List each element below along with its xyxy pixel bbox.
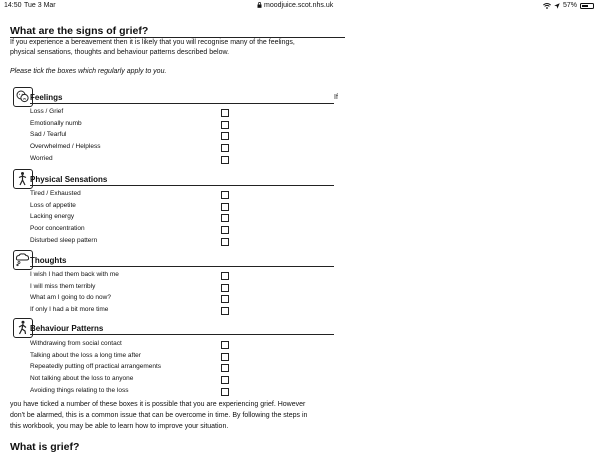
checkbox-behaviour-patterns-4[interactable] <box>221 376 229 384</box>
checkbox-feelings-4[interactable] <box>221 144 229 152</box>
checklist-item-label: I will miss them terribly <box>30 282 96 290</box>
checklist-item-label: Loss of appetite <box>30 201 76 209</box>
checklist-item-label: Emotionally numb <box>30 119 82 127</box>
conclusion-line-3: this workbook, you may be able to learn how to improve your situation. <box>10 423 229 430</box>
section-rule-physical-sensations <box>30 185 334 186</box>
section-rule-feelings <box>30 103 334 104</box>
checklist-item-label: Poor concentration <box>30 225 85 233</box>
checkbox-feelings-1[interactable] <box>221 109 229 117</box>
intro-line-1: If you experience a bereavement then it is likely that you will recognise many of the feelings, <box>10 39 295 46</box>
section-title-physical-sensations: Physical Sensations <box>30 175 108 184</box>
checkbox-behaviour-patterns-3[interactable] <box>221 364 229 372</box>
checklist-item-label: Worried <box>30 154 53 162</box>
conclusion-line-2: don't be alarmed, this is a common issue that can be overcome in time. By following the steps in <box>10 412 308 419</box>
status-date: Tue 3 Mar <box>24 2 56 9</box>
checklist-item-label: What am I going to do now? <box>30 294 111 302</box>
checkbox-physical-sensations-3[interactable] <box>221 214 229 222</box>
checklist-item-label: If only I had a bit more time <box>30 306 109 314</box>
checkbox-physical-sensations-5[interactable] <box>221 238 229 246</box>
checklist-item-label: Tired / Exhausted <box>30 190 81 197</box>
checklist-item-label: Talking about the loss a long time after <box>30 351 141 359</box>
checkbox-physical-sensations-1[interactable] <box>221 191 229 199</box>
battery-percent: 57% <box>562 2 577 9</box>
checkbox-thoughts-2[interactable] <box>221 284 229 292</box>
checklist-item-label: I wish I had them back with me <box>30 271 119 278</box>
feelings-trailing-text: If <box>334 94 338 101</box>
instruction-text: Please tick the boxes which regularly apply to you. <box>10 68 167 75</box>
checklist-item-label: Sad / Tearful <box>30 131 67 139</box>
status-time: 14:50 <box>4 2 22 9</box>
checkbox-feelings-3[interactable] <box>221 132 229 140</box>
checkbox-behaviour-patterns-1[interactable] <box>221 341 229 349</box>
checklist-item-label: Disturbed sleep pattern <box>30 236 98 244</box>
checkbox-behaviour-patterns-5[interactable] <box>221 388 229 396</box>
conclusion-line-1: you have ticked a number of these boxes it is possible that you are experiencing grief. However <box>10 401 306 408</box>
checkbox-behaviour-patterns-2[interactable] <box>221 353 229 361</box>
checklist-item-label: Loss / Grief <box>30 108 64 115</box>
checkbox-feelings-2[interactable] <box>221 121 229 129</box>
section-title-thoughts: Thoughts <box>30 256 67 265</box>
next-heading: What is grief? <box>10 441 80 453</box>
checkbox-thoughts-4[interactable] <box>221 307 229 315</box>
checkbox-physical-sensations-2[interactable] <box>221 203 229 211</box>
checklist-item-label: Repeatedly putting off practical arrangements <box>30 363 162 371</box>
address-bar-url[interactable]: moodjuice.scot.nhs.uk <box>264 2 334 9</box>
checklist-item-label: Lacking energy <box>30 213 75 221</box>
checkbox-physical-sensations-4[interactable] <box>221 226 229 234</box>
section-rule-behaviour-patterns <box>30 334 334 335</box>
checkbox-feelings-5[interactable] <box>221 156 229 164</box>
checklist-item-label: Not talking about the loss to anyone <box>30 375 134 383</box>
checklist-item-label: Avoiding things relating to the loss <box>30 386 129 394</box>
checklist-item-label: Withdrawing from social contact <box>30 340 122 347</box>
section-title-behaviour-patterns: Behaviour Patterns <box>30 324 104 333</box>
page-heading: What are the signs of grief? <box>10 25 149 37</box>
checkbox-thoughts-3[interactable] <box>221 295 229 303</box>
checkbox-thoughts-1[interactable] <box>221 272 229 280</box>
checklist-item-label: Overwhelmed / Helpless <box>30 143 101 151</box>
section-title-feelings: Feelings <box>30 93 63 102</box>
intro-line-2: physical sensations, thoughts and behaviour patterns described below. <box>10 49 230 56</box>
section-rule-thoughts <box>30 266 334 267</box>
